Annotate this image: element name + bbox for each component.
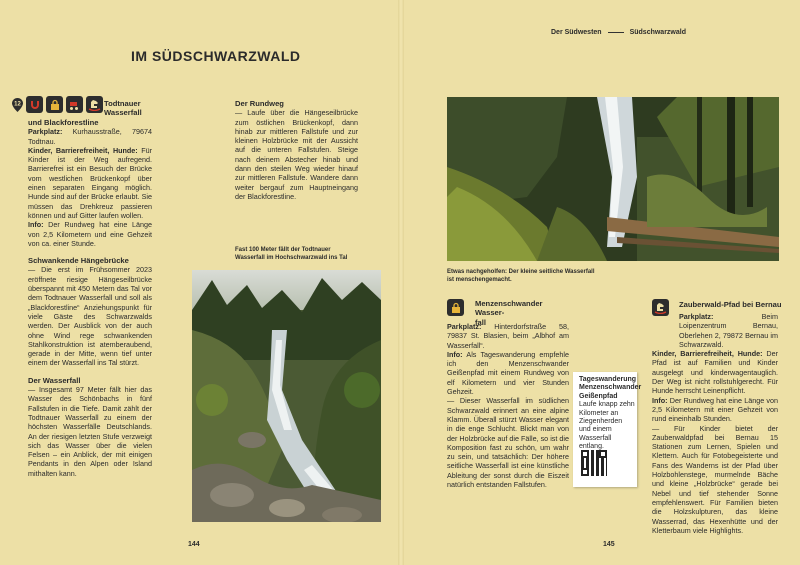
qr-code[interactable] bbox=[581, 450, 607, 476]
column-zauberwald bbox=[652, 312, 778, 535]
todtnau-heading-side bbox=[104, 99, 152, 118]
box-title-line3: Geißenpfad bbox=[579, 392, 618, 400]
parking-label: Parkplatz: bbox=[679, 312, 714, 321]
lock-icon bbox=[46, 96, 63, 113]
parking-text: Kurhausstraße, 79674 Todtnau. bbox=[28, 127, 152, 146]
kids-text: Der Pfad ist auf Familien und Kinder ausgelegt und kinderwagentauglich. Der Weg ist nicht rollstuhlgerecht. Für Hunde herrscht Leinenpflicht. bbox=[652, 349, 778, 396]
todtnau-waterfall-photo bbox=[192, 270, 381, 522]
todtnau-heading-line2: Wasserfall bbox=[104, 108, 142, 118]
info-text: Der Rundweg hat eine Länge von 2,5 Kilometern mit einer Gehzeit von rund eineinhalb Stunden. bbox=[652, 395, 778, 424]
icon-row-menzenschwand bbox=[447, 299, 464, 316]
todtnau-parking bbox=[28, 127, 152, 146]
info-text: Als Tageswanderung empfehle ich den Menzenschwander Geißenpfad mit einem Rundweg von elf Kilometern und vier Stunden Gehzeit. bbox=[447, 349, 569, 397]
parking-label: Parkplatz: bbox=[447, 322, 482, 331]
column-todtnau bbox=[28, 118, 152, 478]
info-label: Info: bbox=[447, 349, 463, 359]
kids-text: Für Kinder ist der Weg aufregend. Barrierefrei ist ein Besuch der Brücke vom westlichen Brückenkopf über einen separaten Eingang möglich. Hunde sind auf der Brücke erlaubt. Sie müssen das Drehkreuz passieren können und auf Gitter laufen wollen. bbox=[28, 145, 153, 220]
zauberwald-kids bbox=[652, 349, 778, 395]
menzenschwand-photo-caption: Etwas nachgeholfen: Der kleine seitliche Wasserfall ist menschengemacht. bbox=[447, 269, 595, 283]
todtnau-heading-line3: und Blackforestline bbox=[28, 118, 99, 127]
zauberwald-heading bbox=[679, 300, 783, 309]
todtnau-photo-caption: Fast 100 Meter fällt der Todtnauer Wasserfall im Hochschwarzwald ins Tal bbox=[235, 247, 348, 261]
page-number-right: 145 bbox=[603, 541, 615, 548]
running-head-divider bbox=[608, 32, 624, 33]
tageswanderung-box bbox=[573, 372, 642, 487]
menzenschwand-waterfall-photo bbox=[447, 97, 779, 261]
running-head-section: Der Südwesten bbox=[551, 29, 602, 36]
menzenschwand-heading-line1: Menzenschwander Wasser- bbox=[475, 299, 543, 318]
running-head-subsection: Südschwarzwald bbox=[629, 29, 686, 36]
bridge-text: — Die erst im Frühsommer 2023 eröffnete riesige Hängeseilbrücke überspannt mit 450 Metern das Tal vor dem Todtnauer Wasserfall und soll als „Blackforestline“ Anziehungspunkt für viele Gäste des Schwarzwalds werden. Der Ausblick von der auch ohne Wind rege schwankenden Stahlkonstruktion ist atemberaubend, gerade in der Mitte, wenn tief unter einem der Wasserfall ins Tal stürzt. bbox=[28, 265, 152, 368]
stroller-icon bbox=[66, 96, 83, 113]
info-text: Der Rundweg hat eine Länge von 2,5 Kilometern und eine Gehzeit von ca. einer Stunde. bbox=[28, 220, 152, 248]
icon-row-todtnau bbox=[11, 96, 103, 113]
waterfall-heading: Der Wasserfall bbox=[28, 375, 81, 385]
menzenschwand-body: — Dieser Wasserfall im südlichen Schwarzwald erinnert an eine alpine Klamm. Überall stürzt Wasser elegant in die enge Schlucht. Blickt man von der Holzbrücke auf die Fälle, so ist die Komposition fast zu schön, um wahr zu sein, und tatsächlich: Der höhere seitliche Wasserfall ist eine künstliche Ableitung der sonst durch die Eiszeit natürlich entstanden Fallstufen. bbox=[447, 396, 569, 490]
box-title-line2: Menzenschwander bbox=[579, 384, 642, 392]
magnet-icon bbox=[26, 96, 43, 113]
todtnau-heading-line1: Todtnauer bbox=[104, 99, 141, 108]
column-rundweg bbox=[235, 99, 358, 201]
menzenschwand-parking bbox=[447, 322, 569, 350]
rundweg-heading: Der Rundweg bbox=[235, 99, 284, 108]
menzenschwand-heading-line2: fall bbox=[475, 317, 486, 327]
lock-icon bbox=[447, 299, 464, 316]
book-gutter bbox=[398, 0, 404, 565]
tageswanderung-text bbox=[579, 376, 642, 452]
page-number-left: 144 bbox=[188, 541, 200, 548]
todtnau-info bbox=[28, 220, 152, 248]
svg-text:12: 12 bbox=[13, 101, 21, 108]
bridge-heading: Schwankende Hängebrücke bbox=[28, 256, 129, 266]
box-title-line1: Tageswanderung bbox=[579, 376, 637, 383]
kids-label: Kinder, Barrierefreiheit, Hunde: bbox=[652, 349, 763, 359]
menzenschwand-info bbox=[447, 350, 569, 396]
parking-text: Beim Loipenzentrum Bernau, Oberlehen 2, 79872 Bernau im Schwarzwald. bbox=[679, 312, 778, 349]
page-title: IM SÜDSCHWARZWALD bbox=[131, 48, 301, 64]
info-label: Info: bbox=[28, 220, 44, 230]
parking-label: Parkplatz: bbox=[28, 127, 63, 137]
kids-label: Kinder, Barrierefreiheit, Hunde: bbox=[28, 145, 138, 155]
column-menzenschwand bbox=[447, 322, 569, 489]
rocking-horse-icon bbox=[86, 96, 103, 113]
zauberwald-info bbox=[652, 396, 778, 424]
info-label: Info: bbox=[652, 395, 668, 405]
rundweg-text: — Laufe über die Hängeseilbrücke zum östlichen Brückenkopf, dann hinab zur mittleren Fallstufe und zur kleinen Holzbrücke mit der Aussicht auf die unteren Fallstufen. Steige nach deinem Abstecher hinab und dann den steilen Weg wieder hinauf zur mittleren Fallstufe. Wandere dann weiter bergauf zum Hauptneingang der Blackforestline. bbox=[235, 108, 358, 201]
zauberwald-parking bbox=[652, 312, 778, 349]
box-body: Laufe knapp zehn Kilometer an Ziegenherden und einem Wasserfall entlang. bbox=[579, 401, 635, 451]
waterfall-text: — Insgesamt 97 Meter fällt hier das Wasser des Schönbachs in fünf Fallstufen in die Tiefe. Damit zählt der Todtnauer Wasserfall zu einem der höchsten Wasserfälle Deutschlands. An der riesigen letzten Stufe verzweigt sich das Wasser über die vielen Felsen – ein Anblick, der mit einigen Pendants in den Alpen oder Island mithalten kann. bbox=[28, 385, 152, 478]
zauberwald-heading-line1: Zauberwald-Pfad bei Bernau bbox=[679, 300, 782, 309]
map-pin-icon bbox=[11, 98, 23, 112]
parking-text: Hinterdorfstraße 58, 79837 St. Blasien, beim „Albhof am Wasserfall“. bbox=[447, 322, 569, 350]
todtnau-kids bbox=[28, 146, 152, 220]
zauberwald-body: — Für Kinder bietet der Zauberwaldpfad bei Bernau 15 Stationen zum Lernen, Spielen und Klettern. Auch für Fotobegeisterte und Fans des Wanderns ist der Pfad über Holzbohlenstege, murmelnde Bäche und kleine „Holzbrücke“ gerade bei Nebel und tief stehender Sonne empfehlenswert. Für Familien bieten die Holzskulpturen, das kleine Wasserrad, das Hexenhütte und der Kletterbaum viele Highlights. bbox=[652, 423, 778, 535]
running-head bbox=[551, 29, 686, 36]
